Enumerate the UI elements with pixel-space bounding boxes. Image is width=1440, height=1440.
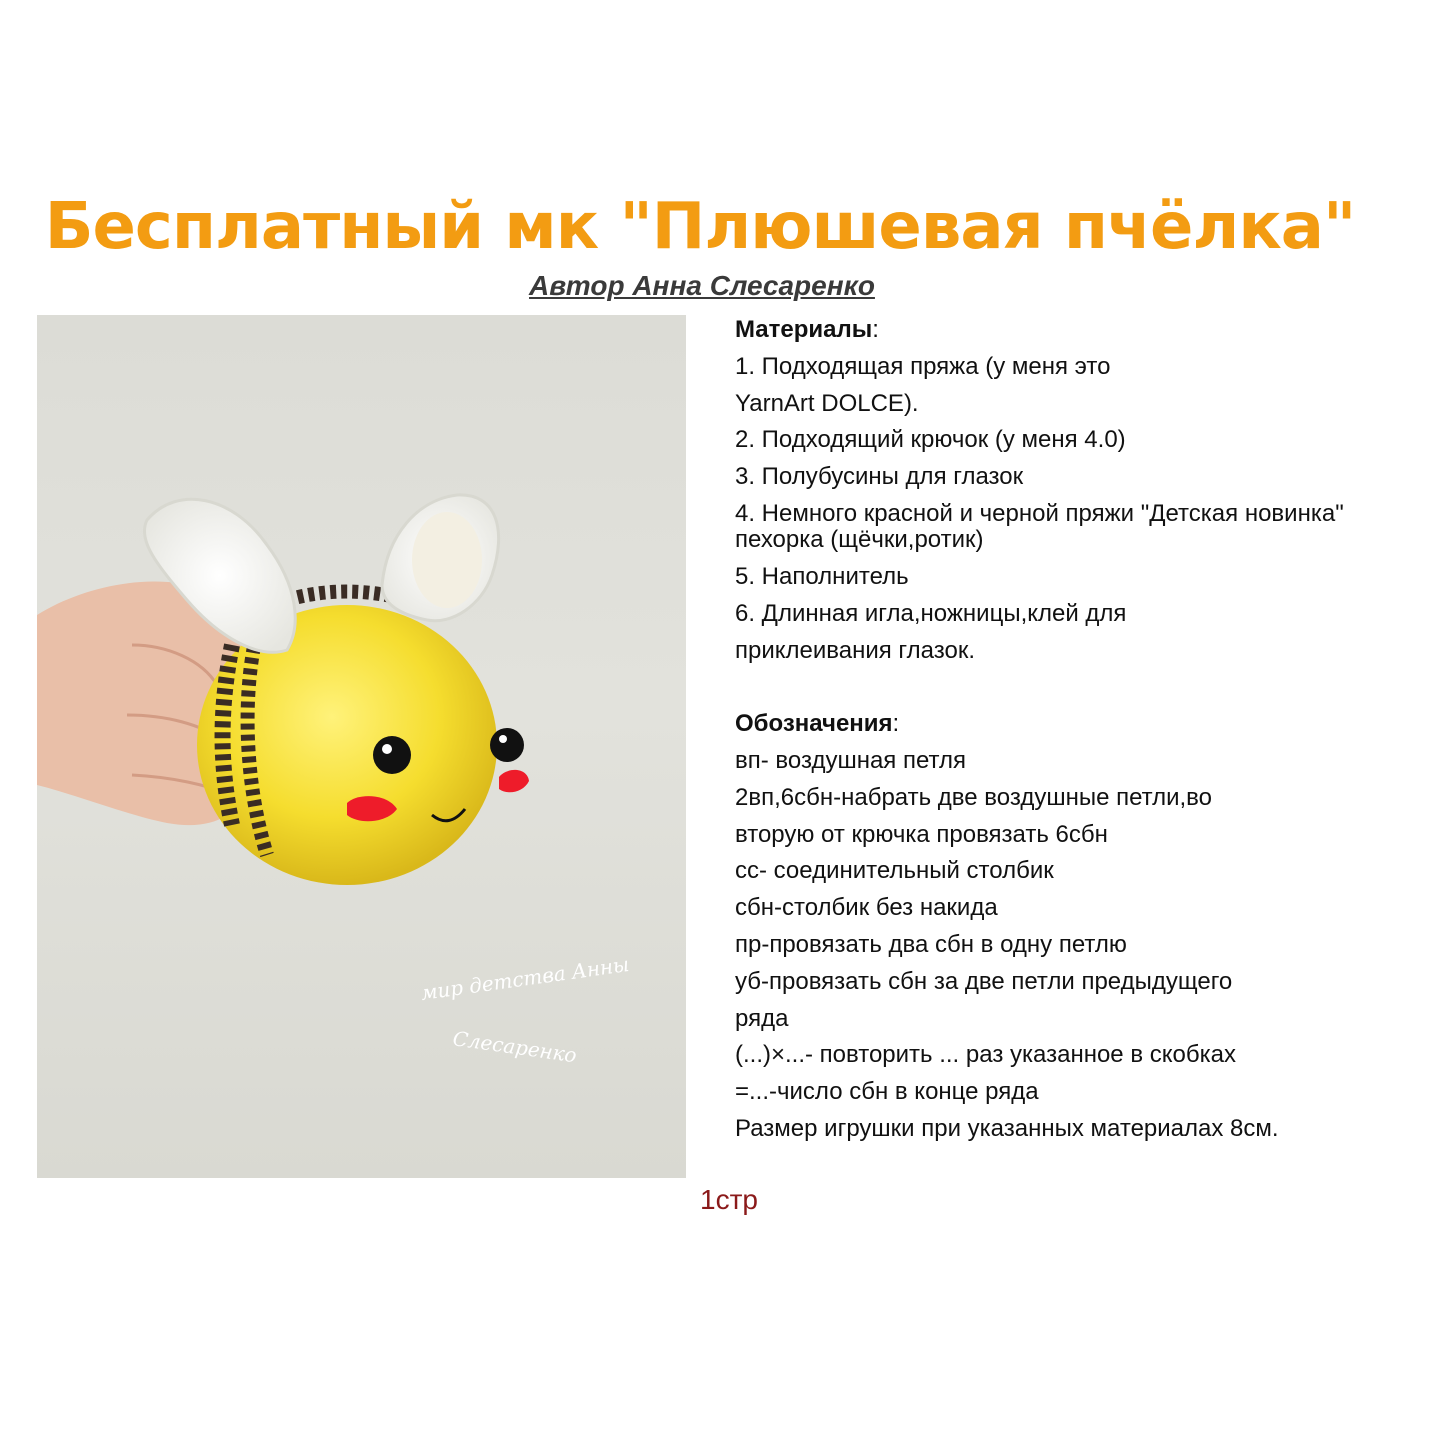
- notation-item: уб-провязать сбн за две петли предыдущего: [735, 967, 1233, 995]
- materials-item: YarnArt DOLCE).: [735, 389, 919, 417]
- materials-item: 4. Немного красной и черной пряжи "Детская новинка" пехорка (щёчки,ротик): [735, 499, 1344, 553]
- page-title: Бесплатный мк "Плюшевая пчёлка": [44, 190, 1356, 264]
- instructions-column: [735, 312, 1375, 1148]
- notation-item: (...)×...- повторить ... раз указанное в скобках: [735, 1041, 1236, 1069]
- materials-item: 3. Полубусины для глазок: [735, 463, 1024, 491]
- notation-item: ряда: [735, 1004, 789, 1032]
- notation-item: =...-число сбн в конце ряда: [735, 1078, 1039, 1106]
- notations-heading: Обозначения:: [735, 710, 900, 738]
- notation-item: Размер игрушки при указанных материалах 8см.: [735, 1114, 1279, 1142]
- materials-item: 1. Подходящая пряжа (у меня это: [735, 352, 1111, 380]
- bee-photo: [37, 315, 686, 1178]
- materials-heading: Материалы:: [735, 316, 879, 343]
- materials-item: 6. Длинная игла,ножницы,клей для: [735, 599, 1127, 627]
- materials-item: 2. Подходящий крючок (у меня 4.0): [735, 426, 1126, 454]
- watermark-line1: мир детства Анны: [419, 951, 631, 1005]
- notation-item: вторую от крючка провязать 6сбн: [735, 820, 1108, 848]
- notation-item: 2вп,6сбн-набрать две воздушные петли,во: [735, 783, 1213, 811]
- watermark-line2: Слесаренко: [451, 1026, 579, 1068]
- notation-item: вп- воздушная петля: [735, 746, 966, 774]
- notation-item: пр-провязать два сбн в одну петлю: [735, 930, 1127, 958]
- notation-item: сбн-столбик без накида: [735, 894, 998, 922]
- materials-item: 5. Наполнитель: [735, 562, 909, 590]
- notation-item: сс- соединительный столбик: [735, 857, 1054, 885]
- materials-item: приклеивания глазок.: [735, 636, 975, 664]
- author-line: Автор Анна Слесаренко: [529, 270, 875, 301]
- page-number: 1стр: [700, 1184, 758, 1215]
